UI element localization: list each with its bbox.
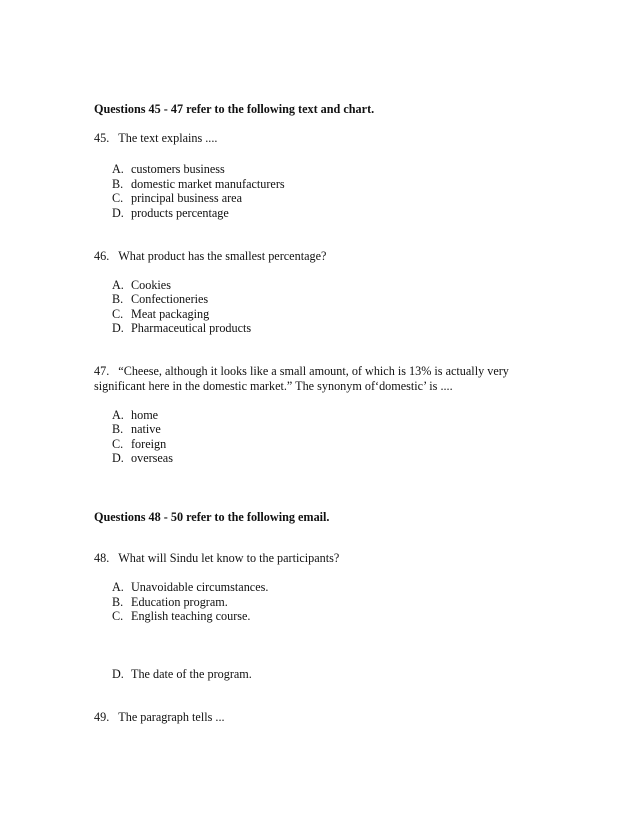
question-number: 46. — [94, 249, 110, 263]
question-number: 45. — [94, 131, 110, 145]
option-text: Education program. — [131, 595, 228, 609]
question-47 — [94, 364, 509, 378]
question-48 — [94, 551, 339, 565]
option-letter: D. — [112, 321, 124, 335]
option-letter: A. — [112, 408, 124, 422]
question-text: What product has the smallest percentage? — [118, 249, 327, 263]
question-text-line-1: “Cheese, although it looks like a small amount, of which is 13% is actually very — [118, 364, 509, 378]
option-letter: C. — [112, 307, 124, 321]
question-number: 49. — [94, 710, 110, 724]
option-letter: A. — [112, 580, 124, 594]
option-text: Cookies — [131, 278, 171, 292]
option-text: foreign — [131, 437, 167, 451]
question-46 — [94, 249, 326, 263]
option-letter: A. — [112, 278, 124, 292]
option-letter: C. — [112, 191, 124, 205]
option-letter: D. — [112, 451, 124, 465]
question-49 — [94, 710, 225, 724]
section-heading-45-47: Questions 45 - 47 refer to the following text and chart. — [94, 102, 375, 116]
option-letter: C. — [112, 437, 124, 451]
option-letter: D. — [112, 206, 124, 220]
option-text: domestic market manufacturers — [131, 177, 285, 191]
option-letter: A. — [112, 162, 124, 176]
option-text: English teaching course. — [131, 609, 251, 623]
question-45 — [94, 131, 217, 145]
option-text: Confectioneries — [131, 292, 209, 306]
option-text: products percentage — [131, 206, 229, 220]
option-text: Pharmaceutical products — [131, 321, 252, 335]
question-text: The text explains .... — [118, 131, 218, 145]
option-text: home — [131, 408, 159, 422]
option-text: Unavoidable circumstances. — [131, 580, 269, 594]
option-text: Meat packaging — [131, 307, 210, 321]
option-text: customers business — [131, 162, 225, 176]
option-letter: B. — [112, 292, 124, 306]
question-text: What will Sindu let know to the participants? — [118, 551, 340, 565]
option-letter: B. — [112, 177, 124, 191]
option-text: principal business area — [131, 191, 243, 205]
option-letter: B. — [112, 595, 124, 609]
option-text: overseas — [131, 451, 173, 465]
option-letter: D. — [112, 667, 124, 681]
question-text-line-2: significant here in the domestic market.” The synonym of‘domestic’ is .... — [94, 379, 453, 393]
option-text: The date of the program. — [131, 667, 252, 681]
option-letter: B. — [112, 422, 124, 436]
section-heading-48-50: Questions 48 - 50 refer to the following email. — [94, 510, 330, 524]
question-number: 47. — [94, 364, 110, 378]
question-number: 48. — [94, 551, 110, 565]
option-letter: C. — [112, 609, 124, 623]
option-text: native — [131, 422, 161, 436]
question-text: The paragraph tells ... — [118, 710, 225, 724]
